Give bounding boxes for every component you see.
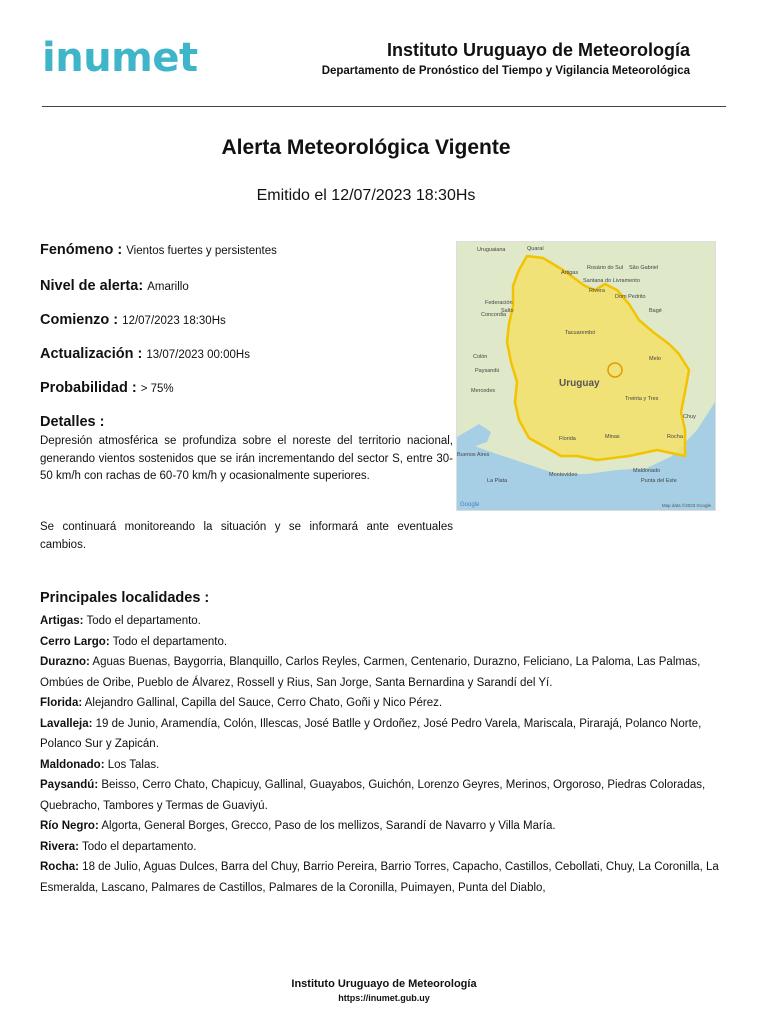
field-label: Actualización : bbox=[40, 346, 147, 362]
department-name: Río Negro: bbox=[40, 820, 99, 832]
map-place-label: Rocha bbox=[667, 434, 683, 440]
map-place-label: Salto bbox=[501, 308, 514, 314]
map-place-label: Quaraí bbox=[527, 246, 544, 252]
map-place-label: Bagé bbox=[649, 308, 662, 314]
list-item bbox=[40, 857, 720, 898]
department-name: Artigas: bbox=[40, 615, 84, 627]
list-item bbox=[40, 775, 720, 816]
field-actualizacion bbox=[40, 345, 250, 363]
map-place-label: Punta del Este bbox=[641, 478, 677, 484]
field-label: Comienzo : bbox=[40, 312, 123, 328]
list-item bbox=[40, 632, 720, 653]
department-name: Lavalleja: bbox=[40, 717, 93, 730]
map-place-label: Florida bbox=[559, 436, 576, 442]
locality-names: Todo el departamento. bbox=[83, 615, 201, 627]
map-place-label: Maldonado bbox=[633, 468, 661, 474]
map-place-label: Federación bbox=[485, 300, 513, 306]
locality-names: 18 de Julio, Aguas Dulces, Barra del Chuy, Barrio Pereira, Barrio Torres, Capacho, Castillos, Cebollati, Chuy, La Coronilla, La Esmeralda, Lascano, Palmares de Castillos, Palmares de la Coronilla, Puimayen, Punta del Diablo, bbox=[40, 861, 719, 894]
locality-names: Todo el departamento. bbox=[109, 635, 228, 648]
map-place-label: Paysandú bbox=[475, 368, 500, 374]
locality-names: 19 de Junio, Aramendía, Colón, Illescas, José Batlle y Ordoñez, José Pedro Varela, Mariscala, Pirarajá, Polanco Norte, Polanco Sur y Zapicán. bbox=[40, 717, 702, 750]
map-place-label: Santana do Livramento bbox=[583, 278, 640, 284]
list-item bbox=[40, 611, 720, 632]
field-value: 12/07/2023 18:30Hs bbox=[122, 315, 226, 327]
department-name: Cerro Largo: bbox=[40, 635, 110, 648]
department-name: Florida: bbox=[40, 697, 83, 709]
department-subtitle: Departamento de Pronóstico del Tiempo y Vigilancia Meteorológica bbox=[321, 65, 690, 77]
map-country-label: Uruguay bbox=[559, 378, 600, 389]
field-label: Fenómeno : bbox=[40, 242, 127, 258]
map-place-label: La Plata bbox=[487, 478, 508, 484]
details-label: Detalles : bbox=[40, 414, 105, 430]
google-logo: Google bbox=[460, 502, 480, 508]
map-place-label: Montevideo bbox=[549, 472, 578, 478]
list-item bbox=[40, 652, 720, 693]
map-place-label: Uruguaiana bbox=[477, 247, 506, 253]
department-name: Maldonado: bbox=[40, 758, 105, 771]
list-item bbox=[40, 816, 720, 837]
locality-names: Algorta, General Borges, Grecco, Paso de los mellizos, Sarandí de Navarro y Villa María. bbox=[98, 820, 556, 832]
department-name: Durazno: bbox=[40, 656, 90, 668]
map-place-label: Concordia bbox=[481, 312, 507, 318]
field-value: Vientos fuertes y persistentes bbox=[126, 245, 277, 257]
map-place-label: Buenos Aires bbox=[457, 452, 490, 458]
field-probabilidad bbox=[40, 379, 174, 397]
footer-title: Instituto Uruguayo de Meteorología bbox=[291, 978, 477, 990]
locality-names: Beisso, Cerro Chato, Chapicuy, Gallinal, Guayabos, Guichón, Lorenzo Geyres, Merinos, Orgoroso, Piedras Coloradas, Quebracho, Tambores y Termas de Guaviyú. bbox=[40, 779, 706, 812]
issued-date: Emitido el 12/07/2023 18:30Hs bbox=[256, 187, 476, 204]
field-nivel bbox=[40, 277, 189, 295]
institute-title: Instituto Uruguayo de Meteorología bbox=[386, 40, 690, 60]
map-place-label: Melo bbox=[649, 356, 661, 362]
department-name: Paysandú: bbox=[40, 779, 99, 791]
list-item bbox=[40, 693, 720, 714]
department-name: Rivera: bbox=[40, 840, 79, 853]
field-value: Amarillo bbox=[147, 281, 189, 293]
footer-url-link[interactable]: https://inumet.gub.uy bbox=[338, 993, 430, 1003]
map-place-label: São Gabriel bbox=[629, 265, 659, 271]
list-item bbox=[40, 714, 720, 755]
department-name: Rocha: bbox=[40, 861, 79, 873]
locality-names: Alejandro Gallinal, Capilla del Sauce, Cerro Chato, Goñi y Nico Pérez. bbox=[82, 697, 443, 709]
map-attribution: Map data ©2023 Google bbox=[661, 503, 711, 508]
localities-list bbox=[40, 611, 720, 898]
locality-names: Los Talas. bbox=[104, 758, 160, 771]
field-fenomeno bbox=[40, 241, 277, 259]
header-divider bbox=[42, 106, 726, 107]
alert-map[interactable] bbox=[456, 241, 716, 511]
map-place-label: Minas bbox=[605, 434, 620, 440]
map-canvas bbox=[457, 242, 715, 510]
map-place-label: Rivera bbox=[589, 288, 605, 294]
map-place-label: Rosário do Sul bbox=[587, 265, 624, 271]
inumet-logo: inumet bbox=[42, 35, 198, 81]
field-comienzo bbox=[40, 311, 226, 329]
field-label: Probabilidad : bbox=[40, 380, 141, 396]
field-label: Nivel de alerta: bbox=[40, 278, 148, 294]
map-place-label: Mercedes bbox=[471, 388, 496, 394]
map-place-label: Dom Pedrito bbox=[615, 294, 646, 300]
locality-names: Todo el departamento. bbox=[79, 840, 197, 853]
localities-title: Principales localidades : bbox=[40, 590, 210, 606]
list-item bbox=[40, 755, 720, 776]
map-place-label: Treinta y Tres bbox=[625, 396, 659, 402]
list-item bbox=[40, 837, 720, 858]
locality-names: Aguas Buenas, Baygorria, Blanquillo, Carlos Reyles, Carmen, Centenario, Durazno, Feliciano, La Paloma, Las Palmas, Ombúes de Oribe, Pueblo de Álvarez, Rossell y Rius, San Jorge, Santa Bernardina y Sarandí del Yí. bbox=[40, 656, 701, 689]
map-place-label: Colón bbox=[473, 354, 488, 360]
map-place-label: Tacuarembó bbox=[565, 330, 596, 336]
details-paragraph: Depresión atmosférica se profundiza sobre el noreste del territorio nacional, generando vientos sostenidos que se irán incrementando del sector S, entre 30-50 km/h con rachas de 60-70 km/h y ocasionalmente superiores. bbox=[40, 435, 453, 482]
map-place-label: Artigas bbox=[561, 270, 579, 276]
field-value: 13/07/2023 00:00Hs bbox=[146, 349, 250, 361]
map-place-label: Chuy bbox=[683, 414, 696, 420]
alert-title: Alerta Meteorológica Vigente bbox=[221, 136, 511, 159]
details-paragraph: Se continuará monitoreando la situación y se informará ante eventuales cambios. bbox=[40, 521, 453, 551]
field-value: > 75% bbox=[140, 383, 174, 395]
